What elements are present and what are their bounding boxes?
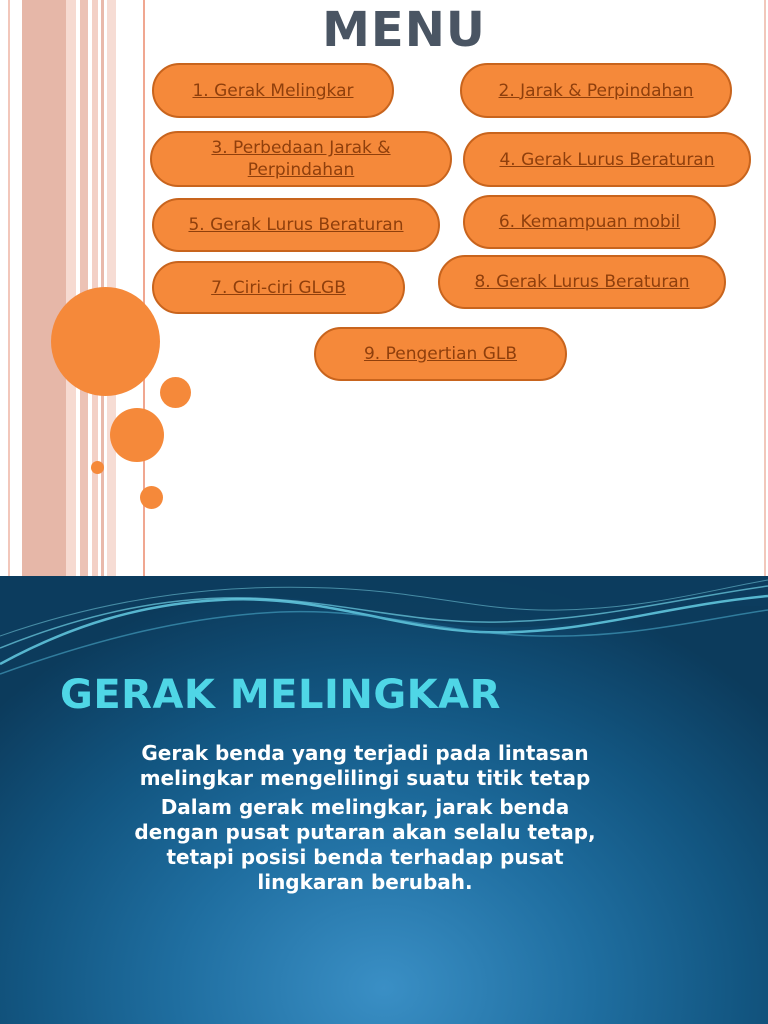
decorative-circle-large: [51, 287, 160, 396]
decorative-circle: [160, 377, 191, 408]
slide-body: [120, 741, 610, 899]
decorative-circle-small: [91, 461, 104, 474]
menu-button-2[interactable]: 2. Jarak & Perpindahan: [460, 63, 732, 118]
menu-button-5[interactable]: 5. Gerak Lurus Beraturan: [152, 198, 440, 252]
decorative-circle: [140, 486, 163, 509]
menu-button-8[interactable]: 8. Gerak Lurus Beraturan: [438, 255, 726, 309]
decorative-stripe: [22, 0, 66, 576]
menu-button-4[interactable]: 4. Gerak Lurus Beraturan: [463, 132, 751, 187]
menu-button-9[interactable]: 9. Pengertian GLB: [314, 327, 567, 381]
decorative-waves: [0, 576, 768, 686]
menu-title: MENU: [322, 2, 486, 58]
menu-button-6[interactable]: 6. Kemampuan mobil: [463, 195, 716, 249]
decorative-stripe: [8, 0, 10, 576]
content-slide: [0, 576, 768, 1024]
decorative-circle: [110, 408, 164, 462]
decorative-stripe: [66, 0, 76, 576]
slide-title: GERAK MELINGKAR: [60, 672, 501, 718]
decorative-stripe: [80, 0, 88, 576]
decorative-stripe: [764, 0, 766, 576]
menu-button-3[interactable]: 3. Perbedaan Jarak & Perpindahan: [150, 131, 452, 187]
menu-button-1[interactable]: 1. Gerak Melingkar: [152, 63, 394, 118]
explanation-paragraph: Dalam gerak melingkar, jarak benda dengan pusat putaran akan selalu tetap, tetapi posisi benda terhadap pusat lingkaran berubah.: [134, 795, 596, 894]
menu-button-7[interactable]: 7. Ciri-ciri GLGB: [152, 261, 405, 314]
definition-paragraph: Gerak benda yang terjadi pada lintasan melingkar mengelilingi suatu titik tetap: [139, 741, 591, 790]
